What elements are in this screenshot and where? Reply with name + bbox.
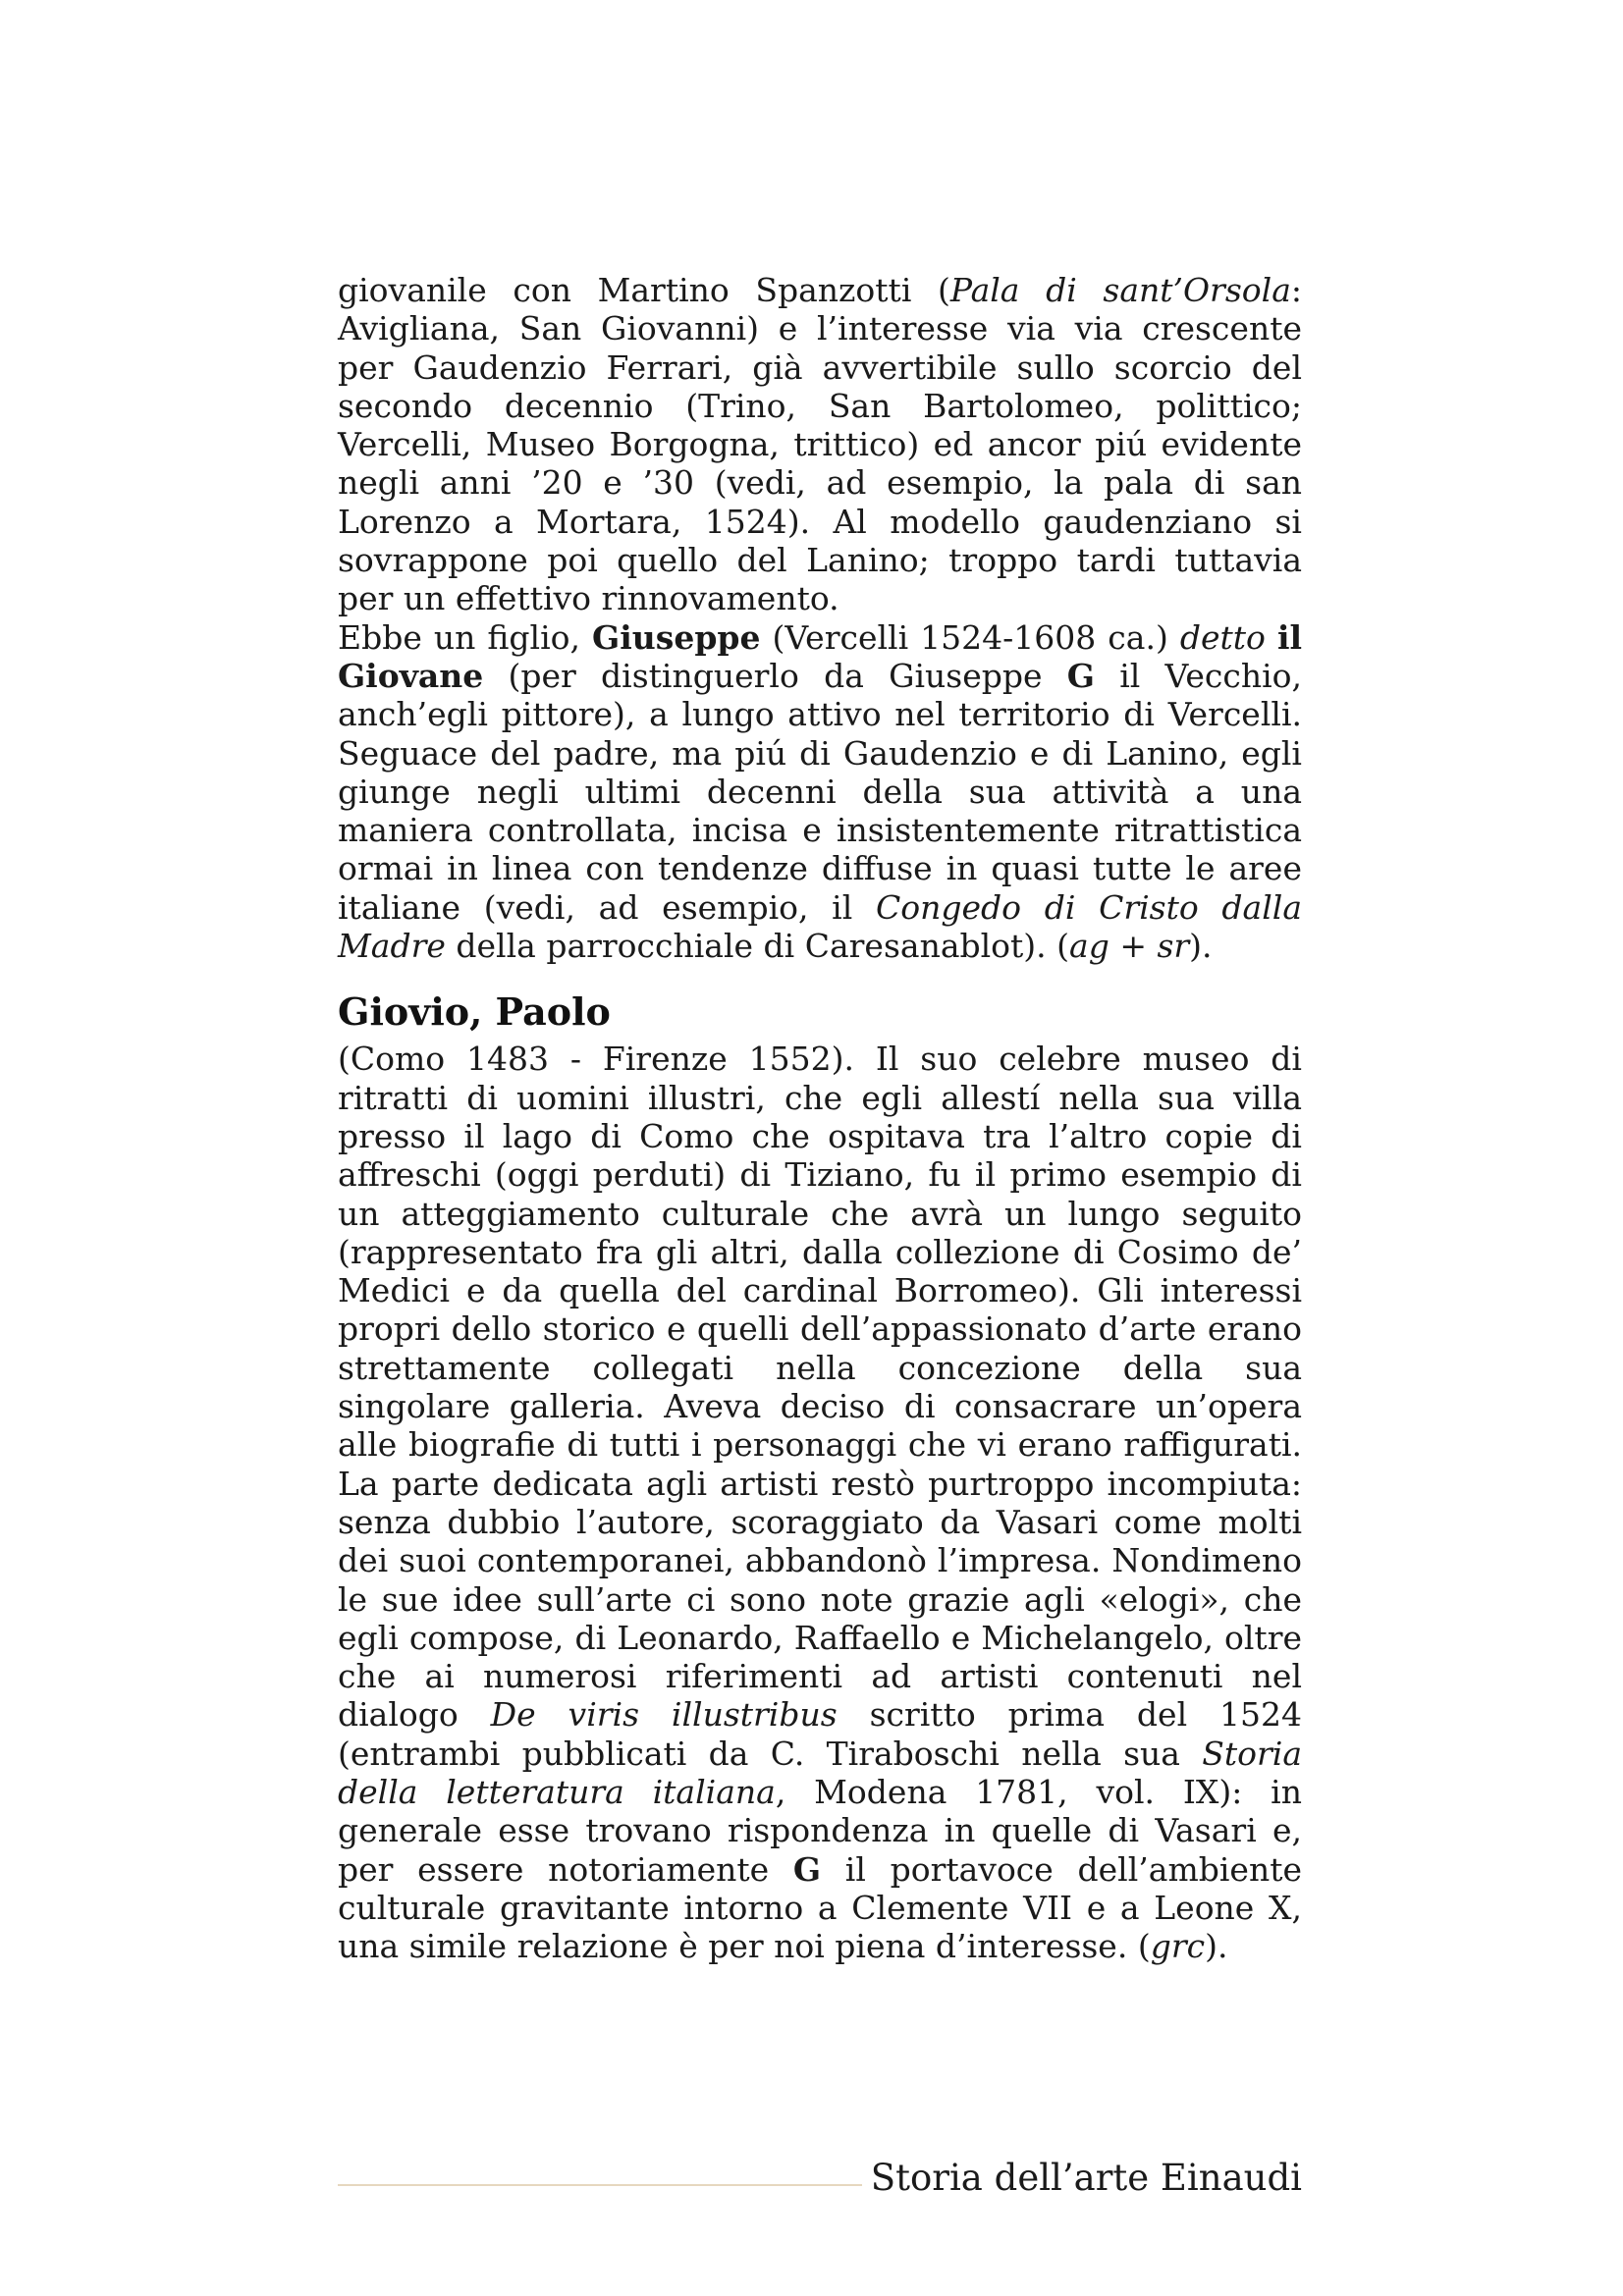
text-run: della parrocchiale di Caresanablot). ( — [445, 927, 1070, 966]
footer-rule — [338, 2184, 862, 2186]
artwork-title: Congedo di Cristo dalla Madre — [338, 887, 1302, 966]
text-run: giovanile con Martino Spanzotti ( — [338, 271, 950, 309]
text-run: il portavoce dell’ambiente culturale gravitante intorno a Clemente VII e a Leone X, una simile relazione è per noi piena d’interesse. ( — [338, 1849, 1302, 1966]
text-run: : Avigliana, San Giovanni) e l’interesse via via crescente per Gaudenzio Ferrari, già avvertibile sullo scorcio del secondo decennio (Trino, San Bartolomeo, polittico; Vercelli, Museo Borgogna, trittico) ed ancor piú evidente negli anni ’20 e ’30 (vedi, ad esempio, la pala di san Lorenzo a Mortara, 1524). Al modello gaudenziano si sovrappone poi quello del Lanino; troppo tardi tuttavia per un effettivo rinnovamento. — [338, 271, 1302, 618]
work-title: De viris illustribus — [490, 1695, 838, 1735]
text-run: , Modena 1781, vol. IX): in generale esse trovano rispondenza in quelle di Vasari e, per essere notoriamente — [338, 1772, 1302, 1889]
son-paragraph — [338, 618, 1302, 966]
person-name: Giuseppe — [592, 617, 761, 657]
person-epithet: il Giovane — [338, 617, 1303, 695]
abbrev-initial: G — [792, 1849, 822, 1889]
footer-title: Storia dell’arte Einaudi — [870, 2157, 1302, 2199]
text-run: (Vercelli 1524-1608 ca.) — [760, 617, 1180, 657]
text-run — [1266, 618, 1277, 657]
text-run: scritto prima del 1524 (entrambi pubblicati da C. Tiraboschi nella sua — [338, 1695, 1302, 1773]
text-run: ). — [1205, 1927, 1228, 1966]
text-run: Ebbe un figlio, — [338, 617, 593, 657]
artwork-title: Pala di sant’Orsola — [949, 271, 1291, 309]
text-run: (per distinguerlo da Giuseppe — [483, 656, 1067, 695]
text-column — [338, 271, 1302, 1965]
author-initials: grc — [1150, 1927, 1206, 1966]
entry-continuation-paragraph — [338, 271, 1302, 618]
work-title: Storia della letteratura italiana — [338, 1734, 1302, 1811]
entry-heading: Giovio, Paolo — [338, 989, 611, 1035]
text-run: ). — [1189, 927, 1213, 966]
author-initials: ag + sr — [1069, 927, 1190, 966]
text-run: (Como 1483 - Firenze 1552). Il suo celebre museo di ritratti di uomini illustri, che egli allestí nella sua villa presso il lago di Como che ospitava tra l’altro copie di affreschi (oggi perduti) di Tiziano, fu il primo esempio di un atteggiamento culturale che avrà un lungo seguito (rappresentato fra gli altri, dalla collezione di Cosimo de’ Medici e da quella del cardinal Borromeo). Gli interessi propri dello storico e quelli dell’appassionato d’arte erano strettamente collegati nella concezione della sua singolare galleria. Aveva deciso di consacrare un’opera alle biografie di tutti i personaggi che vi erano raffigurati. La parte dedicata agli artisti restò purtroppo incompiuta: senza dubbio l’autore, scoraggiato da Vasari come molti dei suoi contemporanei, abbandonò l’impresa. Nondimeno le sue idee sull’arte ci sono note grazie agli «elogi», che egli compose, di Leonardo, Raffaello e Michelangelo, oltre che ai numerosi riferimenti ad artisti contenuti nel dialogo — [338, 1040, 1302, 1735]
italic-word: detto — [1179, 617, 1266, 657]
text-run: il Vecchio, anch’egli pittore), a lungo attivo nel territorio di Vercelli. Seguace del padre, ma piú di Gaudenzio e di Lanino, egli giunge negli ultimi decenni della sua attività a una maniera controllata, incisa e insistentemente ritrattistica ormai in linea con tendenze diffuse in quasi tutte le aree italiane (vedi, ad esempio, il — [338, 656, 1302, 927]
abbrev-initial: G — [1066, 656, 1095, 695]
entry-body-paragraph — [338, 1040, 1302, 1965]
